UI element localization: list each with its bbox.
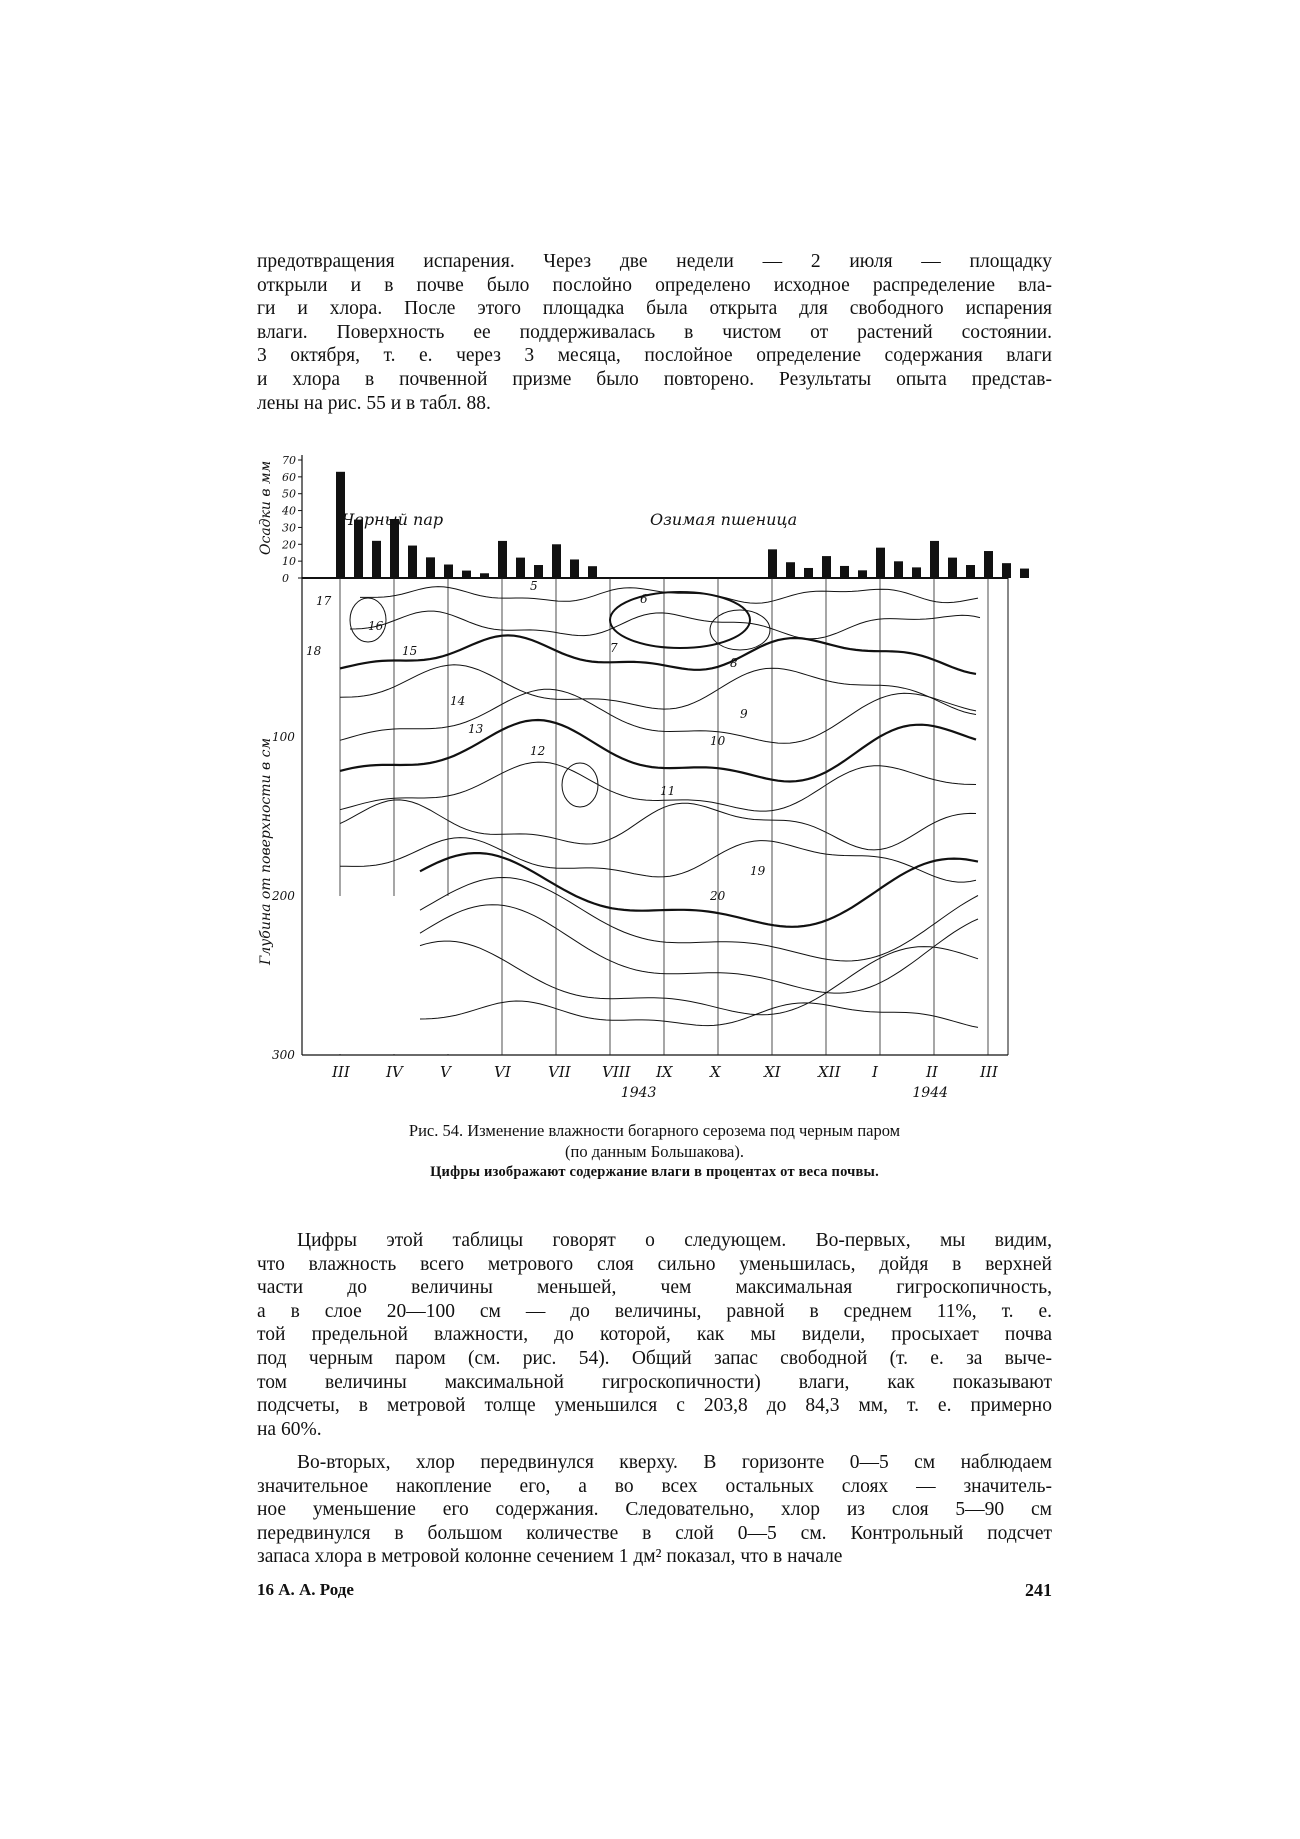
figure-caption xyxy=(257,1120,1052,1162)
month-label: VII xyxy=(548,1063,571,1081)
precip-tick-label: 70 xyxy=(282,454,296,467)
precip-bar xyxy=(786,562,795,578)
paragraph-mid xyxy=(257,1229,1052,1441)
month-label: III xyxy=(980,1063,998,1081)
footer-signature: 16 А. А. Роде xyxy=(257,1580,354,1599)
month-label: XII xyxy=(818,1063,841,1081)
text-line: Цифры этой таблицы говорят о следующем. Во-первых, мы видим, xyxy=(297,1230,1052,1251)
precip-bar xyxy=(462,571,471,578)
isoline-label: 20 xyxy=(710,889,726,903)
isoline xyxy=(340,665,976,715)
no-data-area xyxy=(303,896,459,1054)
paragraph-top xyxy=(257,250,1052,415)
precip-bar xyxy=(768,549,777,578)
paragraph-bottom xyxy=(257,1451,1052,1569)
isoline-label: 6 xyxy=(640,592,648,606)
isoline-label: 18 xyxy=(306,644,322,658)
text-line: передвинулся в большом количестве в слой 0—5 см. Контрольный подсчет xyxy=(257,1522,1052,1544)
isoline xyxy=(340,838,976,883)
text-line: ное уменьшение его содержания. Следовательно, хлор из слоя 5—90 см xyxy=(257,1499,1052,1521)
precip-bar xyxy=(1020,569,1029,578)
precip-bar xyxy=(804,568,813,578)
precip-bar xyxy=(516,558,525,578)
depth-axis-label: Глубина от поверхности в см xyxy=(258,737,274,965)
isoline-label: 9 xyxy=(740,707,748,721)
precip-bar xyxy=(894,561,903,578)
precip-bar xyxy=(822,556,831,578)
isoline xyxy=(350,611,980,639)
isoline-label: 16 xyxy=(368,619,384,633)
isoline-label: 11 xyxy=(660,784,676,798)
precip-bar xyxy=(984,551,993,578)
month-label: IV xyxy=(386,1063,403,1081)
isoline-label: 15 xyxy=(402,644,418,658)
isoline-label: 17 xyxy=(316,594,332,608)
precip-bar xyxy=(372,541,381,578)
depth-tick-label: 200 xyxy=(272,889,295,903)
isoline xyxy=(340,762,976,811)
precip-bar xyxy=(948,558,957,578)
precip-bar xyxy=(408,546,417,578)
precip-tick-label: 40 xyxy=(282,504,296,518)
text-line: том величины максимальной гигроскопичности) влаги, как показывают xyxy=(257,1371,1052,1393)
text-line: на 60%. xyxy=(257,1418,322,1440)
month-label: X xyxy=(710,1063,721,1081)
text-line: под черным паром (см. рис. 54). Общий запас свободной (т. е. за выче- xyxy=(257,1347,1052,1369)
text-line: той предельной влажности, до которой, как мы видели, просыхает почва xyxy=(257,1324,1052,1346)
precip-bar xyxy=(930,541,939,578)
precip-bar xyxy=(534,565,543,578)
precip-bar xyxy=(498,541,507,578)
page-number: 241 xyxy=(1025,1580,1052,1600)
precip-bar xyxy=(588,566,597,578)
precip-bar xyxy=(570,559,579,578)
label-fallow: Черный пар xyxy=(342,510,444,529)
month-label: XI xyxy=(764,1063,781,1081)
text-line: влаги. Поверхность ее поддерживалась в чистом от растений состоянии. xyxy=(257,321,1052,343)
precip-bar xyxy=(1002,563,1011,578)
isoline-label: 10 xyxy=(710,734,726,748)
isoline-label: 5 xyxy=(530,579,538,593)
text-line: значительное накопление его, а во всех остальных слоях — значитель- xyxy=(257,1475,1052,1497)
text-line: части до величины меньшей, чем максимальная гигроскопичность, xyxy=(257,1277,1052,1299)
caption-note: Цифры изображают содержание влаги в процентах от веса почвы. xyxy=(430,1164,879,1180)
precip-bar xyxy=(552,544,561,578)
precip-bar xyxy=(858,570,867,578)
caption-line2: (по данным Большакова). xyxy=(565,1142,744,1161)
isoline-label: 12 xyxy=(530,744,546,758)
text-line: лены на рис. 55 и в табл. 88. xyxy=(257,392,491,414)
isoline-label: 8 xyxy=(730,656,738,670)
isoline xyxy=(420,878,978,962)
text-line: 3 октября, т. е. через 3 месяца, послойное определение содержания влаги xyxy=(257,345,1052,367)
month-label: V xyxy=(440,1063,451,1081)
precip-tick-label: 50 xyxy=(282,487,296,501)
precip-tick-label: 30 xyxy=(282,521,296,535)
precip-bar xyxy=(444,565,453,578)
text-line: запаса хлора в метровой колонне сечением 1 дм² показал, что в начале xyxy=(257,1546,843,1568)
depth-tick-label: 300 xyxy=(272,1048,295,1062)
text-line: и хлора в почвенной призме было повторено. Результаты опыта представ- xyxy=(257,368,1052,390)
text-line: предотвращения испарения. Через две недели — 2 июля — площадку xyxy=(257,251,1052,272)
precip-bar xyxy=(426,557,435,578)
isoline xyxy=(420,853,978,927)
text-line: подсчеты, в метровой толще уменьшился с 203,8 до 84,3 мм, т. е. примерно xyxy=(257,1395,1052,1417)
isoline xyxy=(420,1001,978,1027)
month-label: III xyxy=(332,1063,350,1081)
precip-axis-label: Осадки в мм xyxy=(258,460,274,555)
precip-bar xyxy=(912,567,921,578)
text-line: Во-вторых, хлор передвинулся кверху. В горизонте 0—5 см наблюдаем xyxy=(297,1452,1052,1473)
isoline-label: 13 xyxy=(468,722,484,736)
precip-tick-label: 0 xyxy=(282,572,289,585)
precip-bar xyxy=(876,548,885,578)
text-line: открыли и в почве было послойно определено исходное распределение вла- xyxy=(257,274,1052,296)
precip-bar xyxy=(840,566,849,578)
month-label: IX xyxy=(656,1063,673,1081)
isoline-closed xyxy=(562,763,598,807)
isoline-label: 7 xyxy=(610,641,618,655)
month-label: II xyxy=(926,1063,938,1081)
precip-tick-label: 10 xyxy=(282,555,296,569)
isoline xyxy=(360,587,978,604)
precip-tick-label: 20 xyxy=(282,538,296,552)
precip-tick-label: 60 xyxy=(282,470,296,484)
text-line: что влажность всего метрового слоя сильно уменьшилась, дойдя в верхней xyxy=(257,1253,1052,1275)
month-label: I xyxy=(872,1063,878,1081)
isoline-closed xyxy=(710,610,770,650)
year-label: 1943 xyxy=(620,1085,657,1101)
precip-bar xyxy=(966,565,975,578)
figure-54 xyxy=(258,454,1020,1101)
isoline-label: 19 xyxy=(750,864,766,878)
month-label: VIII xyxy=(602,1063,631,1081)
moisture-isoline-chart xyxy=(258,454,1020,1101)
caption-line1: Рис. 54. Изменение влажности богарного сероземa под черным паром xyxy=(408,1121,901,1140)
isoline xyxy=(420,941,978,1015)
year-label: 1944 xyxy=(912,1085,949,1101)
isoline-label: 14 xyxy=(450,694,466,708)
text-line: ги и хлора. После этого площадка была открыта для свободного испарения xyxy=(257,298,1052,320)
depth-tick-label: 100 xyxy=(272,730,295,744)
month-label: VI xyxy=(494,1063,511,1081)
isoline xyxy=(340,720,976,782)
text-line: а в слое 20—100 см — до величины, равной в среднем 11%, т. е. xyxy=(257,1300,1052,1322)
label-wheat: Озимая пшеница xyxy=(650,510,798,529)
